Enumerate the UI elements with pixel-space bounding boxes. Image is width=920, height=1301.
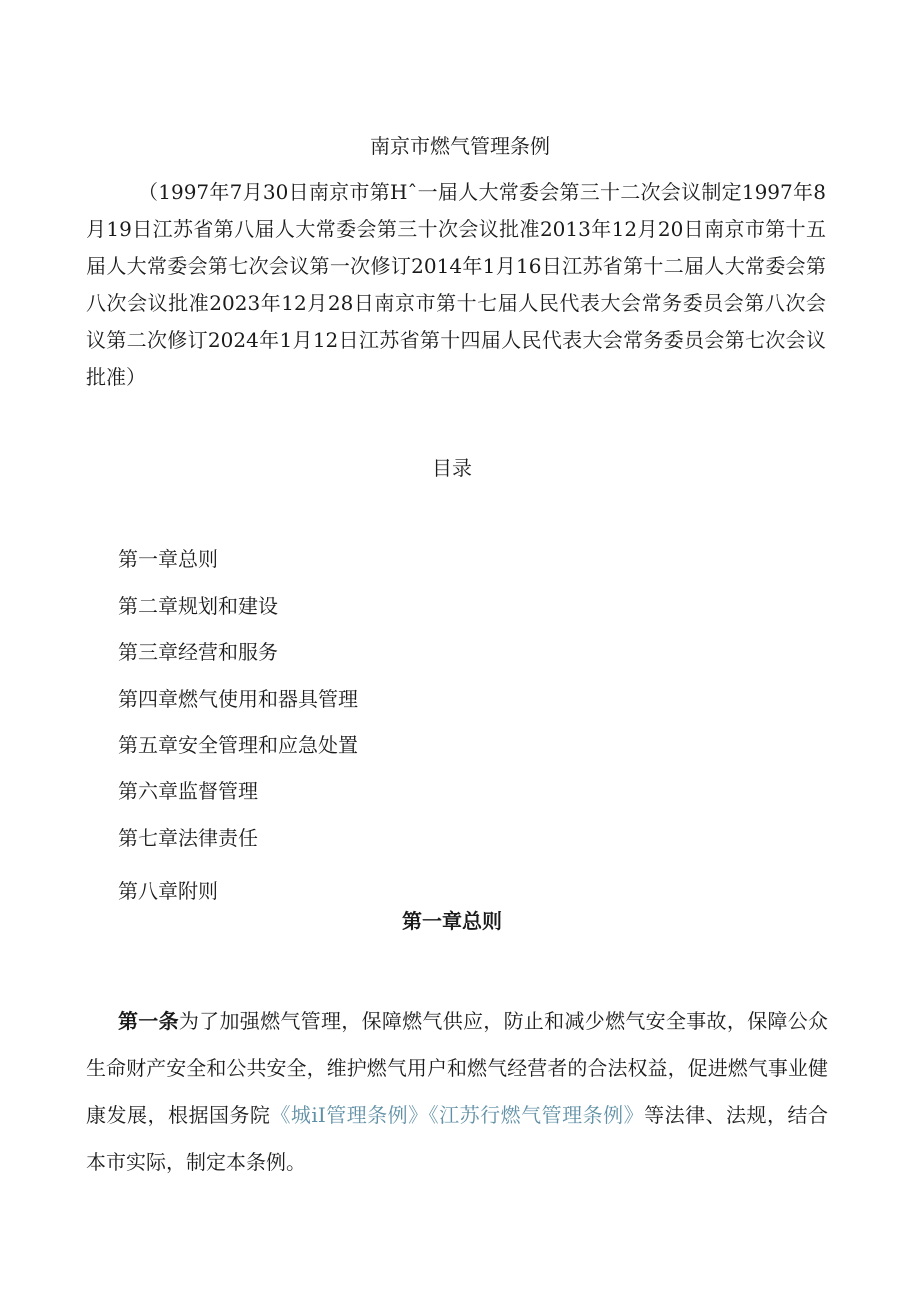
article-1 <box>86 998 828 1186</box>
article-label: 第一条 <box>118 1009 179 1033</box>
toc-item-chapter-6[interactable]: 第六章监督管理 <box>118 779 258 803</box>
toc-item-chapter-4[interactable]: 第四章燃气使用和器具管理 <box>118 687 358 711</box>
toc-item-chapter-8[interactable]: 第八章附则 <box>118 879 218 903</box>
toc-item-chapter-1[interactable]: 第一章总则 <box>118 547 218 571</box>
toc-item-chapter-2[interactable]: 第二章规划和建设 <box>118 594 278 618</box>
toc-item-chapter-7[interactable]: 第七章法律责任 <box>118 826 258 850</box>
toc-item-chapter-3[interactable]: 第三章经营和服务 <box>118 640 278 664</box>
toc-item-chapter-5[interactable]: 第五章安全管理和应急处置 <box>118 733 358 757</box>
law-link[interactable]: 《江苏行燃气管理条例》 <box>428 1103 645 1127</box>
law-link[interactable]: 《城iI管理条例》 <box>270 1103 429 1127</box>
article-text: 等法律、法规，结合本市实际，制定本条例。 <box>86 1103 829 1174</box>
document-title: 南京市燃气管理条例 <box>370 134 550 158</box>
article-text: 为了加强燃气管理，保障燃气供应，防止和减少燃气安全事故，保障公众生命财产安全和公共安全，维护燃气用户和燃气经营者的合法权益，促进燃气事业健康发展，根据国务院 <box>86 1009 829 1127</box>
chapter-heading: 第一章总则 <box>402 909 502 933</box>
toc-heading: 目录 <box>432 456 472 480</box>
document-preamble: （1997年7月30日南京市第Hˆ一届人大常委会第三十二次会议制定1997年8月19日江苏省第八届人大常委会第三十次会议批准2013年12月20日南京市第十五届人大常委会第七次会议第一次修订2014年1月16日江苏省第十二届人大常委会第八次会议批准2023年12月28日南京市第十七届人民代表大会常务委员会第八次会议第二次修订2024年1月12日江苏省第十四届人民代表大会常务委员会第七次会议批准） <box>86 180 826 389</box>
